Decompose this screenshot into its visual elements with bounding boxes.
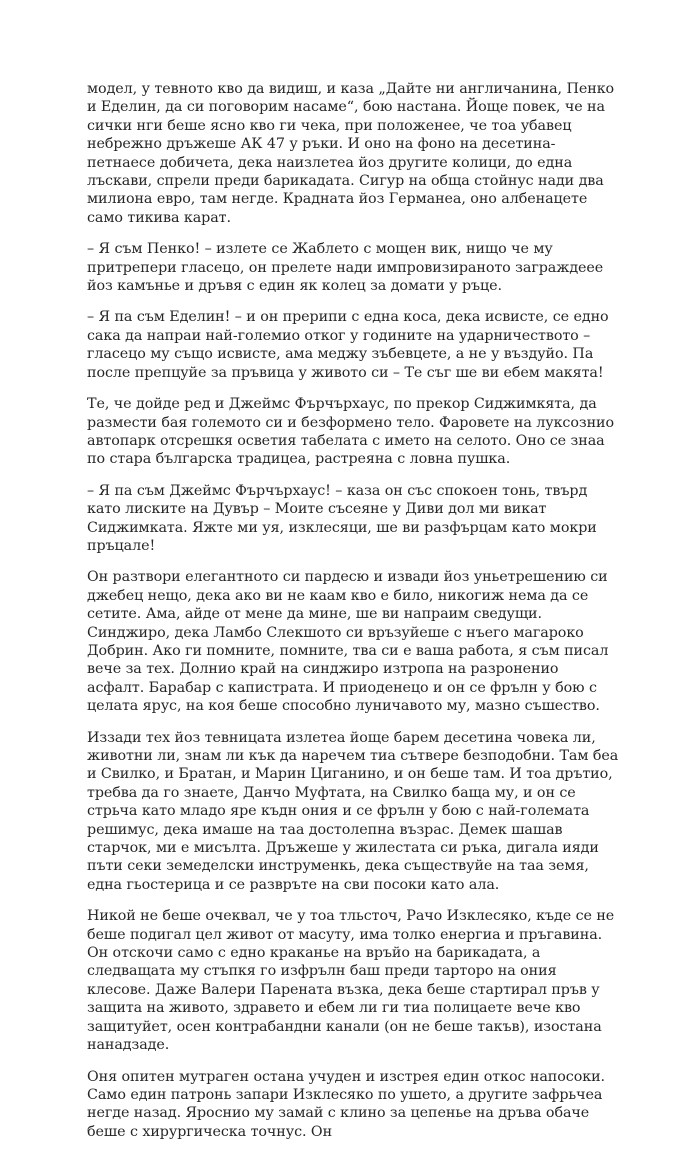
paragraph: Он разтвори елегантното си пардесю и извади йоз уньетрешению си джебец нещо, дека ако ви не каам кво е било, никогиж нема да се сетите. Ама, айде от мене да мине, ше ви напраим сведущи. Синджиро, дека Ламбо Слекшото си връзуйеше с нъего магароко Добрин. Ако ги помните, помните, тва си е ваша работа, я съм писал вече за тех. Долнио край на синджиро изтропа на разроненио асфалт. Барабар с капистрата. И приоденецо и он се фрълн у бою с целата ярус, на коя беше способно луничавото му, мазно съшество. [87, 569, 609, 715]
paragraph: – Я па съм Джеймс Фърчърхаус! – каза он със спокоен тонь, твърд като лиските на Дувър – Моите съсеяне у Диви дол ми викат Сиджимката. Яжте ми уя, изклесяци, ше ви разфърцам като мокри пръцале! [87, 482, 597, 554]
paragraph: – Я съм Пенко! – излете се Жаблето с мощен вик, нищо че му притрепери гласецо, он прелете нади импровизираното заграждеее йоз камънье и дръвя с един як колец за домати у ръце. [87, 241, 604, 295]
paragraph: – Я па съм Еделин! – и он прерипи с една коса, дека исвисте, се едно сака да напраи най-големио отког у годините на ударничеството – гласецо му също исвисте, ама меджу зъбевцете, а не у въздуйо. Па после препцуйе за пръвица у живото си – Те съг ше ви ебем макята! [87, 309, 609, 381]
paragraph: Те, че дойде ред и Джеймс Фърчърхаус, по прекор Сиджимкята, да размести бая големото си и безформено тело. Фаровете на луксозниo автопарк отсрешкя осветия табелата с името на селото. Оно се знаа по стара българска традицеа, растреяна с ловна пушка. [87, 396, 615, 468]
paragraph: Иззади тех йоз тевницата излетеа йоще барем десетина човека ли, животни ли, знам ли кък да наречем тиа сътвере безподобни. Там беа и Свилко, и Братан, и Марин Циганино, и он беше там. И тоа дрътио, требва да го знаете, Данчо Муфтата, на Свилко баща му, и он се стрьча като младо яре къдн ония и се фрълн у бою с най-големата решимус, дека имаше на таа достолепна възрас. Демек шашав старчок, ми е мисълта. Дръжеше у жилестата си ръка, дигала ияди пъти секи земеделски инструменкь, дека съществуйе на таа земя, една гьостерица и се развръте на сви посоки като ала. [87, 729, 619, 893]
body-text [87, 80, 619, 1154]
paragraph: Оня опитен мутраген остана учуден и изстрея един откос напосоки. Само един патронь запари Изклесяко по ушето, а другите зафрьчеа негде назад. Яросниo му замай с клино за цепенье на дръва обаче беше с хирургическа точнус. Он [87, 1068, 605, 1140]
paragraph: модел, у тевното кво да видиш, и каза „Дайте ни англичанина, Пенко и Еделин, да си поговорим насаме“, бою настана. Йоще повек, че на сички нги беше ясно кво ги чека, при положенее, че тоа убавец небрежно дръжеше АК 47 у ръки. И оно на фоно на десетина-петнаесе добичета, дека наизлетеа йоз другите колици, до една лъскави, спрели преди барикадата. Сигур на обща стойнус нади два милиона евро, там негде. Крадната йоз Германеа, оно албенацете само тикива карат. [87, 81, 615, 226]
paragraph: Никой не беше очеквал, че у тоа тльсточ, Рачо Изклесяко, къде се не беше подигал цел живот от масуту, има толко енергиа и пръгавина. Он отскочи само с едно краканье на връйо на барикадата, а следващата му стъпкя го изфрълн баш преди тартоpo на ония клесове. Даже Валери Парената възка, дека беше стартирал пръв у защита на живото, здравето и ебем ли ги тиа полицаете вече кво защитуйет, осен контрабандни канали (он не беше такъв), изостана нанадзаде. [87, 908, 615, 1054]
